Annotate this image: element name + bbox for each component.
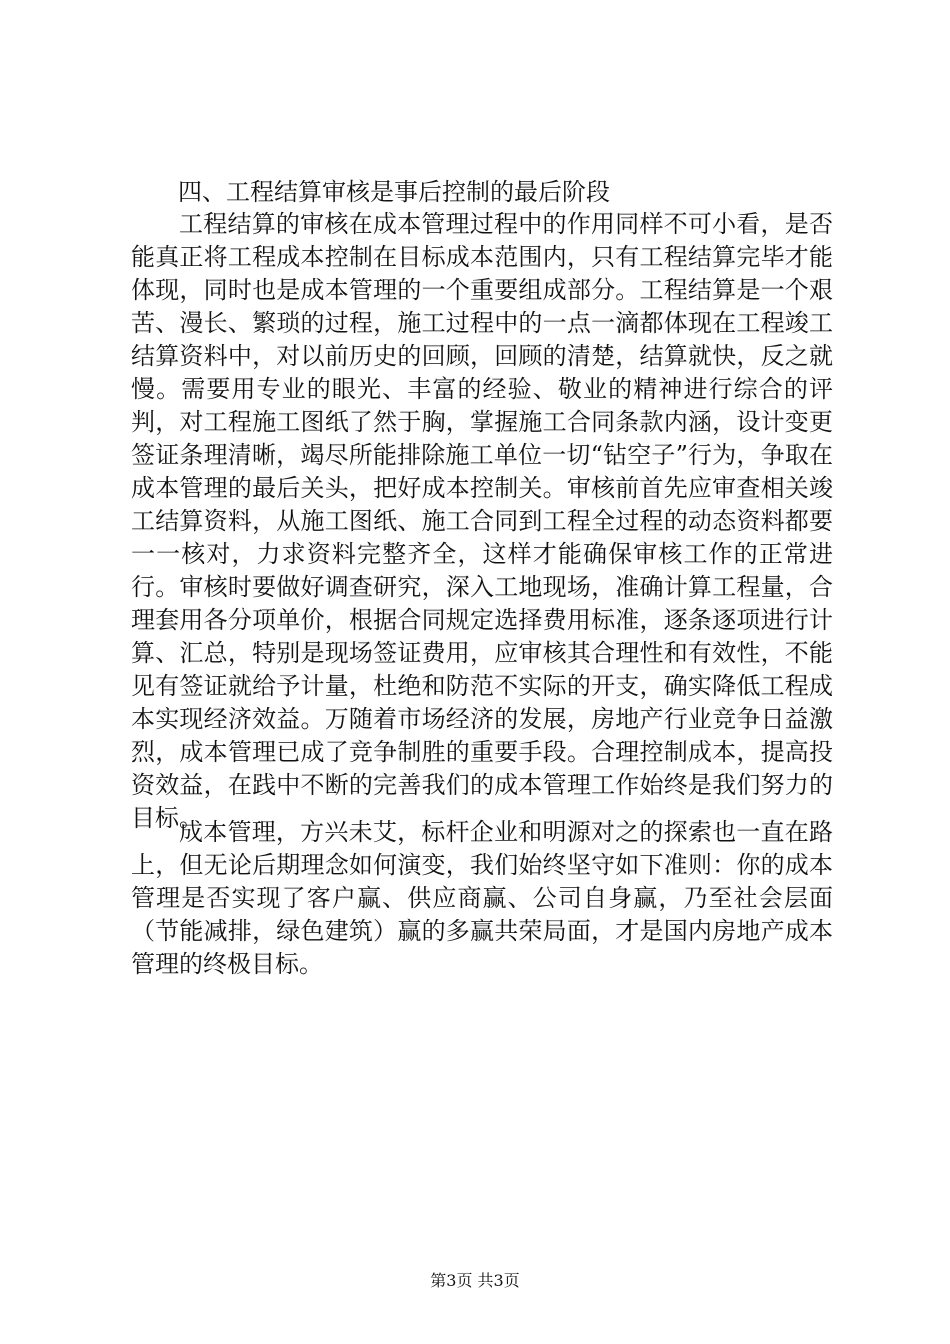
body-paragraph: 工程结算的审核在成本管理过程中的作用同样不可小看，是否能真正将工程成本控制在目标成本范围内，只有工程结算完毕才能体现，同时也是成本管理的一个重要组成部分。工程结算是一个艰苦、漫长、繁琐的过程，施工过程中的一点一滴都体现在工程竣工结算资料中，对以前历史的回顾，回顾的清楚，结算就快，反之就慢。需要用专业的眼光、丰富的经验、敬业的精神进行综合的评判，对工程施工图纸了然于胸，掌握施工合同条款内涵，设计变更签证条理清晰，竭尽所能排除施工单位一切“钻空子”行为，争取在成本管理的最后关头，把好成本控制关。审核前首先应审查相关竣工结算资料，从施工图纸、施工合同到工程全过程的动态资料都要一一核对，力求资料完整齐全，这样才能确保审核工作的正常进行。审核时要做好调查研究，深入工地现场，准确计算工程量，合理套用各分项单价，根据合同规定选择费用标准，逐条逐项进行计算、汇总，特别是现场签证费用，应审核其合理性和有效性，不能见有签证就给予计量，杜绝和防范不实际的开支，确实降低工程成本实现经济效益。万随着市场经济的发展，房地产行业竞争日益激烈，成本管理已成了竞争制胜的重要手段。合理控制成本，提高投资效益，在践中不断的完善我们的成本管理工作始终是我们努力的目标。 xyxy=(131,210,833,832)
page-footer: 第3页 共3页 xyxy=(430,1271,520,1290)
section-heading: 四、工程结算审核是事后控制的最后阶段 xyxy=(178,178,610,206)
body-paragraph: 成本管理，方兴未艾，标杆企业和明源对之的探索也一直在路上，但无论后期理念如何演变，我们始终坚守如下准则：你的成本管理是否实现了客户赢、供应商赢、公司自身赢，乃至社会层面（节能减排，绿色建筑）赢的多赢共荣局面，才是国内房地产成本管理的终极目标。 xyxy=(131,818,833,978)
